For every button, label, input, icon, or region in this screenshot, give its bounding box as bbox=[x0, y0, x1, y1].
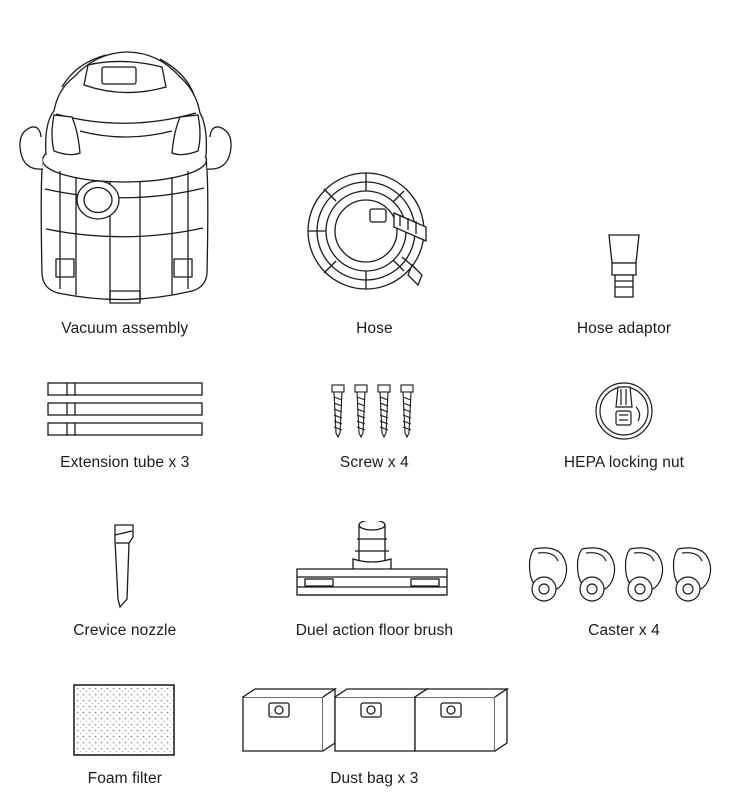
part-cell-hepa-locking-nut bbox=[499, 352, 749, 472]
hepa-locking-nut-icon bbox=[592, 379, 656, 443]
screw-icon bbox=[324, 381, 424, 443]
parts-row-2 bbox=[0, 352, 749, 472]
part-cell-dust-bag bbox=[250, 668, 500, 788]
part-cell-floor-brush bbox=[250, 500, 500, 640]
part-cell-screw bbox=[250, 352, 500, 472]
part-label-screw: Screw x 4 bbox=[339, 454, 409, 471]
part-label-crevice-nozzle: Crevice nozzle bbox=[73, 622, 177, 639]
part-label-foam-filter: Foam filter bbox=[87, 770, 162, 787]
part-cell-empty bbox=[499, 668, 749, 788]
part-label-extension-tube: Extension tube x 3 bbox=[60, 454, 190, 471]
coiled-hose-icon bbox=[294, 169, 454, 309]
part-cell-vacuum-assembly bbox=[0, 8, 250, 338]
part-label-hose-adaptor: Hose adaptor bbox=[576, 320, 672, 337]
extension-tube-icon bbox=[45, 377, 205, 443]
part-label-floor-brush: Duel action floor brush bbox=[295, 622, 454, 639]
parts-row-3 bbox=[0, 500, 749, 640]
parts-row-4 bbox=[0, 668, 749, 788]
part-label-caster: Caster x 4 bbox=[588, 622, 660, 639]
part-label-hepa-locking-nut: HEPA locking nut bbox=[563, 454, 685, 471]
floor-brush-icon bbox=[289, 521, 459, 611]
part-label-dust-bag: Dust bag x 3 bbox=[330, 770, 419, 787]
caster-icon bbox=[524, 541, 724, 611]
part-cell-hose bbox=[250, 8, 500, 338]
vacuum-assembly-icon bbox=[10, 19, 240, 309]
part-label-hose: Hose bbox=[356, 320, 393, 337]
hose-adaptor-icon bbox=[589, 229, 659, 309]
dust-bag-icon bbox=[239, 687, 509, 759]
part-label-vacuum-assembly: Vacuum assembly bbox=[61, 320, 189, 337]
part-cell-foam-filter bbox=[0, 668, 250, 788]
part-cell-caster bbox=[499, 500, 749, 640]
crevice-nozzle-icon bbox=[101, 521, 149, 611]
foam-filter-icon bbox=[70, 681, 180, 759]
parts-row-1 bbox=[0, 8, 749, 338]
part-cell-extension-tube bbox=[0, 352, 250, 472]
part-cell-crevice-nozzle bbox=[0, 500, 250, 640]
part-cell-hose-adaptor bbox=[499, 8, 749, 338]
